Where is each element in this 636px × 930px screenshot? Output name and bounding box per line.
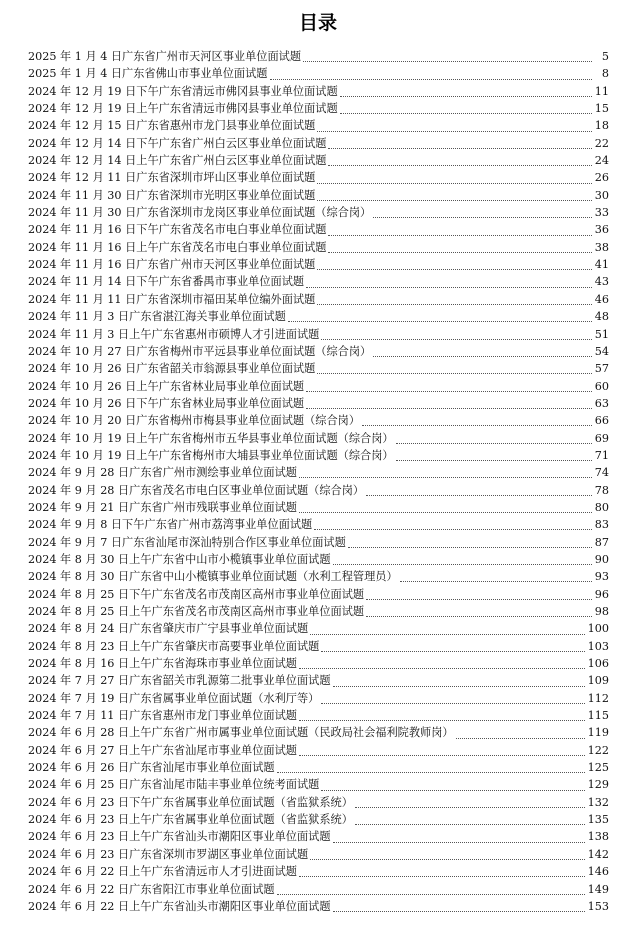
toc-entry-title: 2024 年 10 月 19 日上午广东省梅州市五华县事业单位面试题（综合岗） — [28, 431, 394, 445]
toc-leader-dots — [362, 415, 592, 426]
toc-entry-page-number: 80 — [594, 500, 609, 514]
toc-leader-dots — [299, 866, 585, 877]
toc-leader-dots — [277, 884, 585, 895]
toc-entry-page-number: 41 — [594, 258, 609, 272]
toc-entry-page-number: 149 — [587, 882, 609, 896]
toc-entry-page-number: 83 — [594, 518, 609, 532]
toc-leader-dots — [333, 676, 585, 687]
toc-entry[interactable] — [28, 568, 609, 585]
toc-entry-title: 2024 年 12 月 19 日上午广东省清远市佛冈县事业单位面试题 — [28, 102, 338, 116]
toc-entry-title: 2024 年 8 月 23 日上午广东省肇庆市高要事业单位面试题 — [28, 639, 320, 653]
toc-entry-title: 2024 年 10 月 26 日下午广东省林业局事业单位面试题 — [28, 396, 305, 410]
toc-leader-dots — [328, 225, 591, 236]
toc-entry-title: 2024 年 6 月 27 日上午广东省汕尾市事业单位面试题 — [28, 743, 297, 757]
toc-entry-page-number: 146 — [587, 865, 609, 879]
toc-entry-title: 2024 年 11 月 16 日下午广东省茂名市电白事业单位面试题 — [28, 223, 327, 237]
toc-entry[interactable] — [28, 776, 609, 793]
toc-leader-dots — [348, 537, 592, 548]
toc-entry-page-number: 5 — [601, 50, 609, 63]
toc-entry-title: 2024 年 11 月 16 日广东省广州市天河区事业单位面试题 — [28, 258, 316, 272]
toc-entry[interactable] — [28, 863, 609, 880]
toc-entry[interactable] — [28, 395, 609, 412]
toc-entry-page-number: 132 — [587, 795, 609, 809]
toc-entry-page-number: 125 — [587, 761, 609, 775]
toc-leader-dots — [373, 207, 592, 218]
toc-entry[interactable] — [28, 655, 609, 672]
toc-entry[interactable] — [28, 326, 609, 343]
toc-entry-page-number: 78 — [594, 483, 609, 497]
toc-entry-page-number: 18 — [594, 119, 609, 133]
toc-leader-dots — [366, 606, 592, 617]
toc-entry-page-number: 48 — [594, 310, 609, 324]
toc-entry-title: 2024 年 6 月 23 日上午广东省汕头市潮阳区事业单位面试题 — [28, 830, 331, 844]
toc-leader-dots — [456, 728, 585, 739]
toc-leader-dots — [333, 901, 585, 912]
toc-leader-dots — [277, 762, 585, 773]
toc-entry-page-number: 153 — [587, 899, 609, 913]
toc-entry[interactable] — [28, 828, 609, 845]
toc-leader-dots — [299, 658, 585, 669]
toc-entry-page-number: 60 — [594, 379, 609, 393]
toc-entry-page-number: 46 — [594, 292, 609, 306]
toc-entry-title: 2024 年 11 月 3 日上午广东省惠州市硕博人才引进面试题 — [28, 327, 320, 341]
toc-entry[interactable] — [28, 620, 609, 637]
toc-leader-dots — [340, 86, 592, 97]
toc-entry[interactable] — [28, 83, 609, 100]
toc-entry-page-number: 138 — [587, 830, 609, 844]
toc-leader-dots — [306, 381, 592, 392]
toc-entry-title: 2024 年 9 月 7 日广东省汕尾市深汕特别合作区事业单位面试题 — [28, 535, 346, 549]
toc-entry[interactable] — [28, 256, 609, 273]
toc-entry-title: 2024 年 6 月 25 日广东省汕尾市陆丰事业单位统考面试题 — [28, 778, 320, 792]
toc-entry-page-number: 96 — [594, 587, 609, 601]
toc-entry-title: 2024 年 11 月 14 日下午广东省番禺市事业单位面试题 — [28, 275, 305, 289]
toc-leader-dots — [355, 797, 585, 808]
toc-entry-title: 2024 年 10 月 20 日广东省梅州市梅县事业单位面试题（综合岗） — [28, 414, 361, 428]
toc-entry-page-number: 38 — [594, 240, 609, 254]
toc-leader-dots — [299, 745, 585, 756]
toc-entry-title: 2024 年 6 月 26 日广东省汕尾市事业单位面试题 — [28, 761, 275, 775]
toc-entry[interactable] — [28, 360, 609, 377]
toc-entry-page-number: 98 — [594, 605, 609, 618]
toc-entry-title: 2024 年 10 月 27 日广东省梅州市平远县事业单位面试题（综合岗） — [28, 344, 372, 358]
toc-leader-dots — [299, 467, 592, 478]
toc-entry-page-number: 135 — [587, 813, 609, 827]
toc-entry-page-number: 33 — [594, 206, 609, 220]
toc-entry-title: 2024 年 8 月 24 日广东省肇庆市广宁县事业单位面试题 — [28, 622, 309, 636]
toc-leader-dots — [288, 311, 592, 322]
toc-entry-page-number: 26 — [594, 171, 609, 185]
toc-leader-dots — [328, 138, 591, 149]
toc-entry-title: 2024 年 6 月 23 日下午广东省属事业单位面试题（省监狱系统） — [28, 795, 353, 809]
toc-entry-page-number: 100 — [587, 622, 609, 636]
toc-entry[interactable] — [28, 638, 609, 655]
toc-entry[interactable] — [28, 707, 609, 724]
toc-entry-page-number: 54 — [594, 344, 609, 358]
toc-entry[interactable] — [28, 846, 609, 863]
toc-leader-dots — [321, 780, 584, 791]
toc-entry[interactable] — [28, 343, 609, 360]
toc-entry[interactable] — [28, 100, 609, 117]
toc-leader-dots — [328, 155, 591, 166]
toc-leader-dots — [310, 624, 584, 635]
toc-entry-title: 2025 年 1 月 4 日广东省佛山市事业单位面试题 — [28, 67, 268, 81]
toc-entry-title: 2024 年 7 月 11 日广东省惠州市龙门事业单位面试题 — [28, 709, 297, 723]
toc-entry-page-number: 71 — [594, 448, 609, 462]
toc-entry[interactable] — [28, 430, 609, 447]
toc-entry[interactable] — [28, 898, 609, 915]
toc-entry-page-number: 142 — [587, 847, 609, 861]
toc-entry-page-number: 63 — [594, 396, 609, 410]
toc-entry-page-number: 109 — [587, 674, 609, 688]
toc-leader-dots — [317, 259, 591, 270]
toc-entry[interactable] — [28, 464, 609, 481]
toc-entry-title: 2024 年 8 月 25 日上午广东省茂名市茂南区高州市事业单位面试题 — [28, 605, 365, 618]
toc-entry-title: 2024 年 11 月 30 日广东省深圳市光明区事业单位面试题 — [28, 188, 316, 202]
toc-entry-title: 2024 年 11 月 11 日广东省深圳市福田某单位编外面试题 — [28, 292, 316, 306]
toc-entry-title: 2024 年 6 月 23 日广东省深圳市罗湖区事业单位面试题 — [28, 847, 309, 861]
toc-entry-title: 2024 年 6 月 22 日上午广东省汕头市潮阳区事业单位面试题 — [28, 899, 331, 913]
toc-entry-page-number: 11 — [594, 84, 609, 98]
toc-entry-title: 2024 年 12 月 15 日广东省惠州市龙门县事业单位面试题 — [28, 119, 316, 133]
toc-entry-title: 2024 年 11 月 16 日上午广东省茂名市电白事业单位面试题 — [28, 240, 327, 254]
toc-entry[interactable] — [28, 881, 609, 898]
toc-entry[interactable] — [28, 586, 609, 603]
toc-entry-page-number: 115 — [587, 709, 609, 723]
toc-leader-dots — [333, 554, 592, 565]
toc-entry-title: 2024 年 7 月 27 日广东省韶关市乳源第二批事业单位面试题 — [28, 674, 331, 688]
toc-leader-dots — [321, 693, 584, 704]
toc-entry[interactable] — [28, 204, 609, 221]
toc-entry-title: 2024 年 12 月 11 日广东省深圳市坪山区事业单位面试题 — [28, 171, 316, 185]
toc-entry[interactable] — [28, 48, 609, 65]
toc-entry-page-number: 122 — [587, 743, 609, 757]
toc-entry[interactable] — [28, 65, 609, 82]
toc-entry-page-number: 51 — [594, 327, 609, 341]
toc-leader-dots — [366, 485, 592, 496]
toc-entry[interactable] — [28, 378, 609, 395]
toc-entry-page-number: 112 — [587, 691, 609, 705]
toc-entry-title: 2024 年 8 月 30 日广东省中山小榄镇事业单位面试题（水利工程管理员） — [28, 570, 398, 584]
toc-leader-dots — [317, 363, 591, 374]
toc-entry-page-number: 30 — [594, 188, 609, 202]
toc-entry[interactable] — [28, 811, 609, 828]
toc-leader-dots — [317, 190, 591, 201]
toc-entry-page-number: 119 — [587, 726, 609, 740]
toc-entry[interactable] — [28, 117, 609, 134]
toc-entry-page-number: 129 — [587, 778, 609, 792]
toc-entry-title: 2024 年 9 月 8 日下午广东省广州市荔湾事业单位面试题 — [28, 518, 313, 532]
toc-leader-dots — [314, 519, 592, 530]
toc-entry-title: 2024 年 6 月 28 日上午广东省广州市属事业单位面试题（民政局社会福利院教师岗） — [28, 726, 454, 740]
toc-entry[interactable] — [28, 690, 609, 707]
toc-leader-dots — [355, 814, 585, 825]
toc-entry-page-number: 66 — [594, 414, 609, 428]
toc-entry-title: 2024 年 10 月 19 日上午广东省梅州市大埔县事业单位面试题（综合岗） — [28, 448, 394, 462]
toc-entry-page-number: 36 — [594, 223, 609, 237]
toc-entry[interactable] — [28, 742, 609, 759]
toc-entry[interactable] — [28, 794, 609, 811]
toc-leader-dots — [373, 346, 592, 357]
toc-entry-page-number: 22 — [594, 136, 609, 150]
toc-entry[interactable] — [28, 412, 609, 429]
toc-entry-page-number: 15 — [594, 102, 609, 116]
toc-entry[interactable] — [28, 499, 609, 516]
toc-entry-title: 2024 年 10 月 26 日广东省韶关市翁源县事业单位面试题 — [28, 362, 316, 376]
toc-entry[interactable] — [28, 187, 609, 204]
toc-entry[interactable] — [28, 152, 609, 169]
toc-entry-page-number: 93 — [594, 570, 609, 584]
toc-leader-dots — [317, 173, 591, 184]
toc-entry[interactable] — [28, 759, 609, 776]
toc-entry[interactable] — [28, 308, 609, 325]
toc-entry-page-number: 74 — [594, 466, 609, 480]
toc-leader-dots — [396, 450, 592, 461]
toc-entry-page-number: 106 — [587, 657, 609, 671]
toc-entry-title: 2024 年 12 月 14 日下午广东省广州白云区事业单位面试题 — [28, 136, 327, 150]
toc-leader-dots — [299, 710, 585, 721]
toc-entry[interactable] — [28, 239, 609, 256]
toc-entry-page-number: 69 — [594, 431, 609, 445]
toc-leader-dots — [366, 589, 592, 600]
page-title: 目录 — [298, 12, 337, 34]
toc-entry-page-number: 57 — [594, 362, 609, 376]
toc-entry-title: 2024 年 11 月 3 日广东省湛江海关事业单位面试题 — [28, 310, 286, 324]
toc-entry-title: 2024 年 7 月 19 日广东省属事业单位面试题（水利厅等） — [28, 691, 320, 705]
toc-entry[interactable] — [28, 672, 609, 689]
toc-entry[interactable] — [28, 482, 609, 499]
toc-entry-title: 2024 年 9 月 28 日广东省茂名市电白区事业单位面试题（综合岗） — [28, 483, 365, 497]
toc-leader-dots — [299, 502, 592, 513]
toc-entry-page-number: 43 — [594, 275, 609, 289]
toc-entry[interactable] — [28, 551, 609, 568]
toc-leader-dots — [400, 571, 592, 582]
toc-entry[interactable] — [28, 273, 609, 290]
toc-entry[interactable] — [28, 135, 609, 152]
toc-leader-dots — [321, 641, 584, 652]
toc-leader-dots — [333, 832, 585, 843]
toc-entry-page-number: 24 — [594, 154, 609, 168]
toc-entry-title: 2024 年 12 月 14 日上午广东省广州白云区事业单位面试题 — [28, 154, 327, 168]
toc-entry-title: 2024 年 8 月 25 日下午广东省茂名市茂南区高州市事业单位面试题 — [28, 587, 365, 601]
toc-entry-title: 2024 年 8 月 30 日上午广东省中山市小榄镇事业单位面试题 — [28, 552, 331, 566]
toc-entry-title: 2024 年 9 月 28 日广东省广州市测绘事业单位面试题 — [28, 466, 297, 480]
toc-entry-page-number: 8 — [601, 67, 609, 81]
toc-entry-title: 2024 年 9 月 21 日广东省广州市残联事业单位面试题 — [28, 500, 297, 514]
toc-leader-dots — [303, 51, 592, 62]
toc-leader-dots — [328, 242, 591, 253]
toc-entry[interactable] — [28, 221, 609, 238]
toc-leader-dots — [340, 103, 592, 114]
toc-leader-dots — [306, 398, 592, 409]
toc-entry-title: 2024 年 12 月 19 日下午广东省清远市佛冈县事业单位面试题 — [28, 84, 338, 98]
toc-entry[interactable] — [28, 603, 609, 620]
toc-entry-title: 2024 年 6 月 23 日上午广东省属事业单位面试题（省监狱系统） — [28, 813, 353, 827]
toc-entry-title: 2024 年 10 月 26 日上午广东省林业局事业单位面试题 — [28, 379, 305, 393]
toc-leader-dots — [306, 277, 592, 288]
toc-entry[interactable] — [28, 534, 609, 551]
toc-leader-dots — [310, 849, 584, 860]
toc-entry[interactable] — [28, 724, 609, 741]
toc-entry[interactable] — [28, 291, 609, 308]
toc-leader-dots — [317, 121, 591, 132]
toc-leader-dots — [396, 433, 592, 444]
toc-entry-title: 2024 年 6 月 22 日广东省阳江市事业单位面试题 — [28, 882, 275, 896]
toc-leader-dots — [270, 69, 593, 80]
toc-leader-dots — [321, 329, 591, 340]
toc-entry-page-number: 90 — [594, 552, 609, 566]
toc-leader-dots — [317, 294, 591, 305]
toc-entry[interactable] — [28, 447, 609, 464]
toc-entry[interactable] — [28, 516, 609, 533]
toc-entry-page-number: 87 — [594, 535, 609, 549]
toc-entry-title: 2024 年 8 月 16 日上午广东省海珠市事业单位面试题 — [28, 657, 297, 671]
toc-entry-page-number: 103 — [587, 639, 609, 653]
toc-entry-title: 2025 年 1 月 4 日广东省广州市天河区事业单位面试题 — [28, 50, 302, 63]
toc-entry-title: 2024 年 6 月 22 日上午广东省清远市人才引进面试题 — [28, 865, 297, 879]
toc-entry-title: 2024 年 11 月 30 日广东省深圳市龙岗区事业单位面试题（综合岗） — [28, 206, 372, 220]
table-of-contents — [28, 48, 609, 915]
toc-entry[interactable] — [28, 169, 609, 186]
